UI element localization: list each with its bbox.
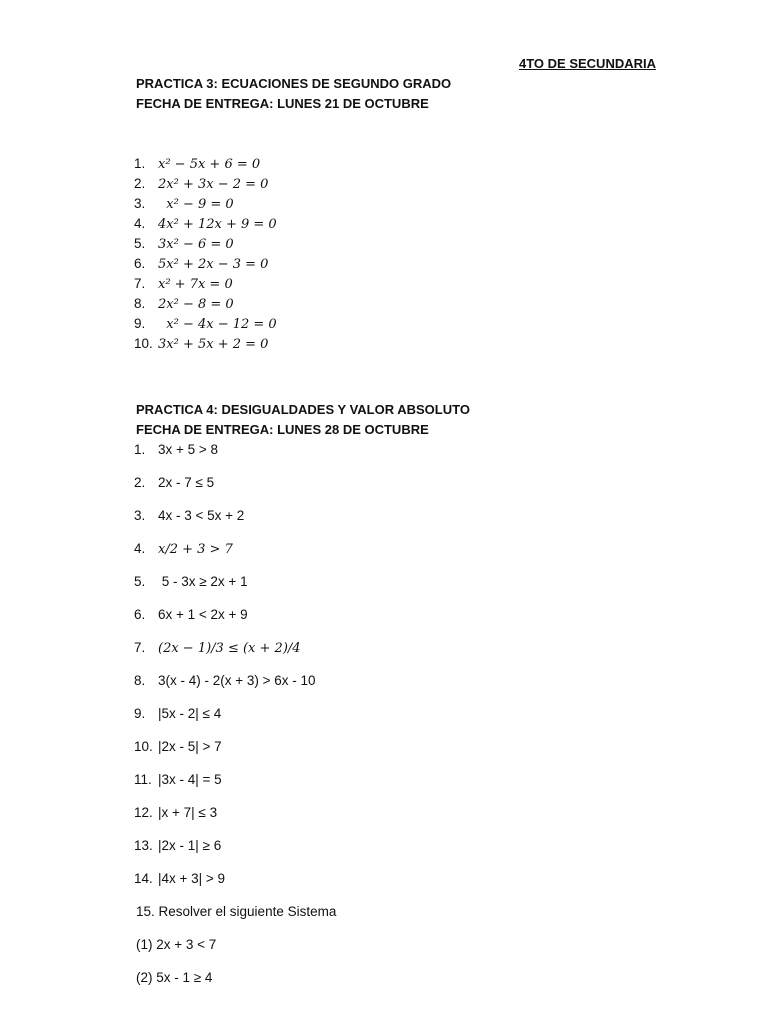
item-number: 1. xyxy=(134,156,146,171)
item-number: 11. xyxy=(134,772,152,787)
item-number: 9. xyxy=(134,316,146,331)
item-number: 5. xyxy=(134,574,146,589)
list-item xyxy=(134,869,316,902)
item-number: 13. xyxy=(134,838,153,853)
system-instruction: 15. Resolver el siguiente Sistema xyxy=(136,904,337,919)
item-number: 7. xyxy=(134,640,146,655)
system-inequality-2: (2) 5x - 1 ≥ 4 xyxy=(136,970,213,985)
inequality: |4x + 3| > 9 xyxy=(158,871,226,886)
equation: 4x² + 12x + 9 = 0 xyxy=(158,217,277,232)
list-item xyxy=(134,473,316,506)
item-number: 4. xyxy=(134,216,146,231)
list-item xyxy=(134,234,277,254)
list-item xyxy=(134,836,316,869)
inequality: 6x + 1 < 2x + 9 xyxy=(158,607,248,622)
equation: 3x² + 5x + 2 = 0 xyxy=(158,337,269,352)
item-number: 6. xyxy=(134,607,146,622)
item-number: 3. xyxy=(134,508,146,523)
list-item xyxy=(134,539,316,572)
inequality: 2x - 7 ≤ 5 xyxy=(158,475,215,490)
list-item xyxy=(134,704,316,737)
list-item xyxy=(134,572,316,605)
inequality: 3x + 5 > 8 xyxy=(158,442,219,457)
inequality: x/2 + 3 > 7 xyxy=(158,542,233,557)
list-item xyxy=(134,770,316,803)
grade-label: 4TO DE SECUNDARIA xyxy=(519,56,657,71)
list-item xyxy=(134,214,277,234)
equation: 2x² + 3x − 2 = 0 xyxy=(158,177,269,192)
equation: 5x² + 2x − 3 = 0 xyxy=(158,257,269,272)
equation: 2x² − 8 = 0 xyxy=(158,297,234,312)
inequality: 3(x - 4) - 2(x + 3) > 6x - 10 xyxy=(158,673,316,688)
list-item xyxy=(134,274,277,294)
list-item xyxy=(134,803,316,836)
item-number: 8. xyxy=(134,673,146,688)
item-number: 6. xyxy=(134,256,146,271)
equation: 3x² − 6 = 0 xyxy=(158,237,234,252)
practice4-inequality-list xyxy=(134,440,316,902)
inequality: 4x - 3 < 5x + 2 xyxy=(158,508,245,523)
list-item xyxy=(134,605,316,638)
list-item xyxy=(134,254,277,274)
item-number: 1. xyxy=(134,442,146,457)
item-number: 10. xyxy=(134,739,153,754)
list-item xyxy=(134,506,316,539)
item-number: 10. xyxy=(134,336,153,351)
practice3-title: PRACTICA 3: ECUACIONES DE SEGUNDO GRADO xyxy=(136,76,452,91)
item-number: 7. xyxy=(134,276,146,291)
system-inequality-1: (1) 2x + 3 < 7 xyxy=(136,937,217,952)
inequality: |x + 7| ≤ 3 xyxy=(158,805,218,820)
list-item xyxy=(134,737,316,770)
list-item xyxy=(134,314,277,334)
list-item xyxy=(134,174,277,194)
inequality: 5 - 3x ≥ 2x + 1 xyxy=(158,574,248,589)
item-number: 12. xyxy=(134,805,153,820)
item-number: 3. xyxy=(134,196,146,211)
inequality: |5x - 2| ≤ 4 xyxy=(158,706,222,721)
list-item xyxy=(134,440,316,473)
practice4-system xyxy=(136,902,336,1001)
inequality: |2x - 5| > 7 xyxy=(158,739,222,754)
practice4-title: PRACTICA 4: DESIGUALDADES Y VALOR ABSOLUTO xyxy=(136,402,470,417)
equation: x² − 9 = 0 xyxy=(158,197,234,212)
item-number: 14. xyxy=(134,871,153,886)
inequality: (2x − 1)/3 ≤ (x + 2)/4 xyxy=(158,641,301,656)
list-item xyxy=(134,194,277,214)
list-item xyxy=(134,154,277,174)
item-number: 9. xyxy=(134,706,146,721)
list-item xyxy=(134,294,277,314)
item-number: 2. xyxy=(134,475,146,490)
item-number: 4. xyxy=(134,541,146,556)
item-number: 2. xyxy=(134,176,146,191)
list-item xyxy=(134,671,316,704)
item-number: 8. xyxy=(134,296,146,311)
practice3-equation-list xyxy=(134,154,277,354)
practice4-due-date: FECHA DE ENTREGA: LUNES 28 DE OCTUBRE xyxy=(136,422,429,437)
inequality: |3x - 4| = 5 xyxy=(158,772,222,787)
equation: x² − 5x + 6 = 0 xyxy=(158,157,261,172)
list-item xyxy=(134,334,277,354)
equation: x² + 7x = 0 xyxy=(158,277,233,292)
inequality: |2x - 1| ≥ 6 xyxy=(158,838,222,853)
item-number: 5. xyxy=(134,236,146,251)
equation: x² − 4x − 12 = 0 xyxy=(158,317,277,332)
list-item xyxy=(134,638,316,671)
practice3-due-date: FECHA DE ENTREGA: LUNES 21 DE OCTUBRE xyxy=(136,96,429,111)
